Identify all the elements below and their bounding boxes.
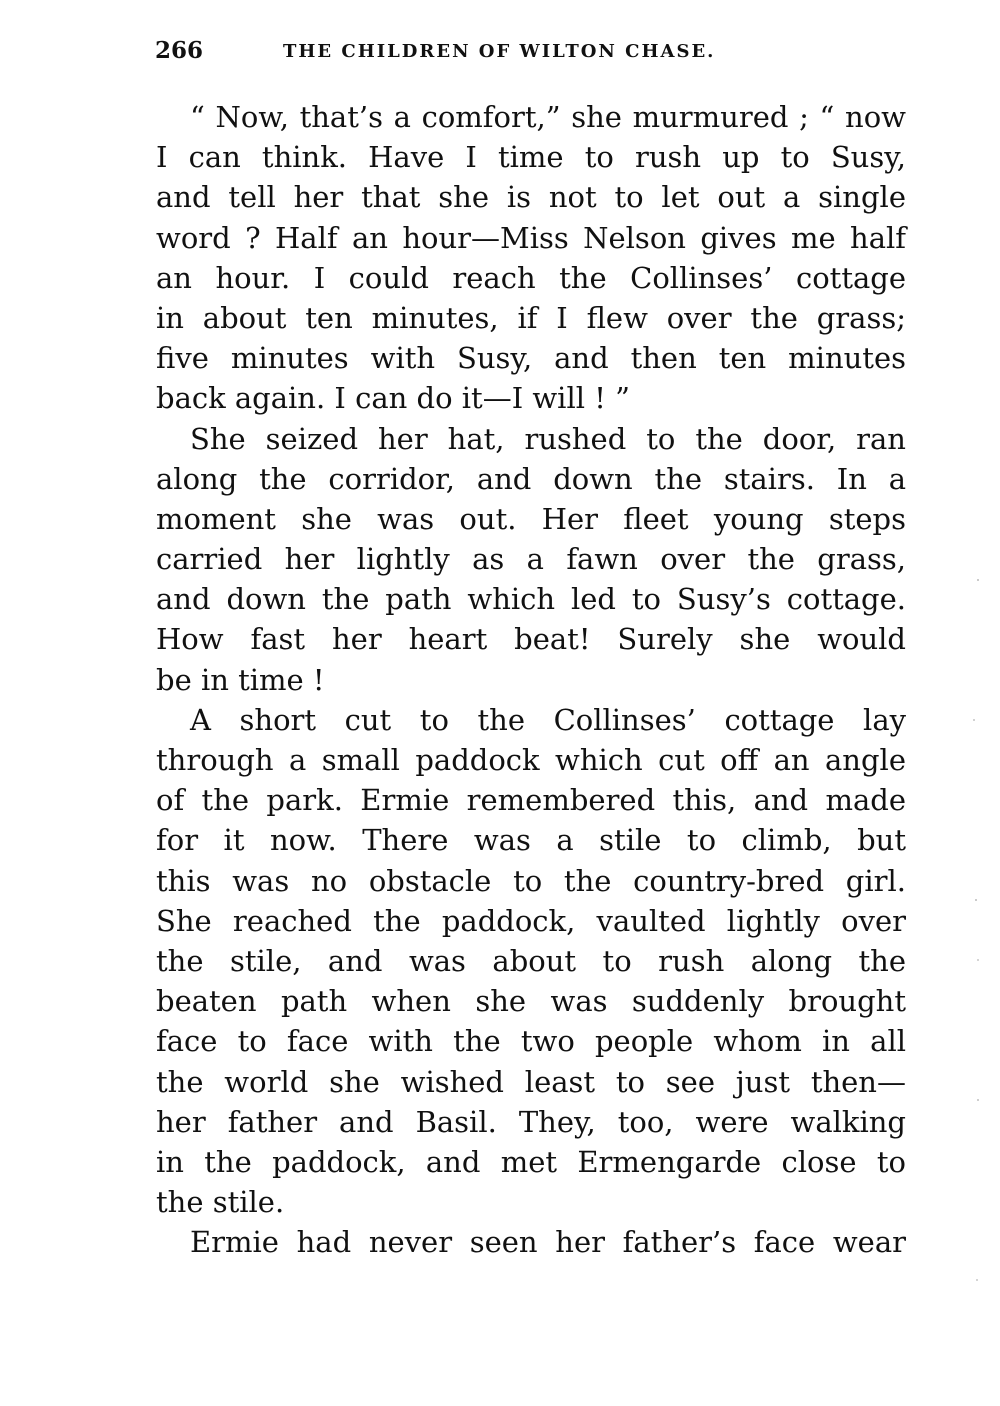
paragraph-3	[156, 700, 906, 1222]
text-line: in about ten minutes, if I flew over the grass;	[156, 300, 906, 335]
text-line: beaten path when she was suddenly brought	[156, 984, 906, 1019]
text-line: She reached the paddock, vaulted lightly over	[156, 903, 906, 938]
text-line: through a small paddock which cut off an angle	[156, 743, 906, 777]
text-line: the stile.	[156, 1185, 285, 1220]
text-line: I can think. Have I time to rush up to Susy,	[156, 140, 906, 175]
page-number: 266	[155, 37, 204, 64]
text-line: moment she was out. Her fleet young steps	[156, 501, 906, 536]
text-line: and down the path which led to Susy’s cottage.	[156, 582, 906, 617]
paragraph-1	[156, 97, 906, 419]
text-line: the world she wished least to see just then—	[156, 1064, 906, 1099]
text-line: the stile, and was about to rush along the	[156, 943, 906, 978]
text-line: and tell her that she is not to let out a single	[156, 180, 906, 215]
text-line: be in time !	[156, 662, 325, 697]
text-line: of the park. Ermie remembered this, and made	[156, 783, 906, 818]
paragraph-4	[156, 1222, 906, 1262]
text-line: an hour. I could reach the Collinses’ cottage	[156, 260, 906, 295]
text-line: her father and Basil. They, too, were walking	[156, 1104, 906, 1139]
text-line: “ Now, that’s a comfort,” she murmured ; “ now	[190, 100, 906, 134]
text-line: this was no obstacle to the country-bred girl.	[156, 863, 906, 898]
text-line: face to face with the two people whom in all	[156, 1024, 906, 1059]
text-line: in the paddock, and met Ermengarde close to	[156, 1144, 906, 1179]
running-title: THE CHILDREN OF WILTON CHASE.	[283, 41, 716, 62]
text-line: She seized her hat, rushed to the door, ran	[190, 421, 906, 456]
text-line: A short cut to the Collinses’ cottage lay	[190, 702, 906, 737]
text-line: carried her lightly as a fawn over the grass,	[156, 542, 906, 577]
running-head	[155, 36, 905, 66]
scan-specks	[960, 200, 1000, 1350]
paragraph-2	[156, 419, 906, 700]
text-line: for it now. There was a stile to climb, but	[156, 823, 906, 858]
text-line: Ermie had never seen her father’s face wear	[190, 1225, 906, 1260]
text-line: word ? Half an hour—Miss Nelson gives me half	[156, 220, 906, 255]
body-text	[156, 97, 906, 1262]
text-line: five minutes with Susy, and then ten minutes	[156, 341, 906, 376]
text-line: along the corridor, and down the stairs. In a	[156, 461, 906, 496]
text-line: How fast her heart beat! Surely she would	[156, 622, 906, 657]
text-line: back again. I can do it—I will ! ”	[156, 381, 630, 416]
